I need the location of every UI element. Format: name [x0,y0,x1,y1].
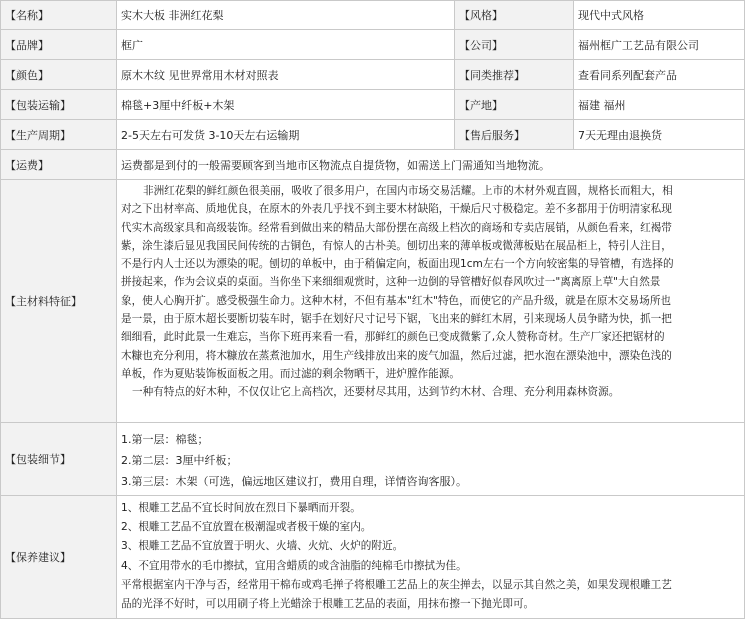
material-line: 一种有特点的好木种，不仅仅让它上高档次，还要材尽其用，达到节约木材、合理、充分利用森林资源。 [132,386,620,399]
material-line: 细细看，此时此景一生难忘，当你下班再来看一看，那鲜红的颜色已变成微紫了,众人赞称奇材。生产厂家还把锯材的 [121,331,665,344]
material-line: 单板，作为夏贴装饰板面板之用。而过滤的剩余物晒干，进炉膛作能源。 [121,367,460,380]
material-line: 是一景，由于原木超长要断切装车时，锯手在划好尺寸记号下锯，飞出来的鲜红木屑，引来现场人员争睹为快，抓一把 [121,313,672,326]
value-style: 现代中式风格 [573,0,745,30]
value-name: 实木大板 非洲红花梨 [116,0,455,30]
care-line: 2、根雕工艺品不宜放置在极潮湿或者极干燥的室内。 [121,521,372,534]
label-name: 【名称】 [0,0,117,30]
packing-line: 3.第三层：木架（可选，偏远地区建议打，费用自理，详情咨询客服）。 [121,475,467,488]
label-production: 【生产周期】 [0,119,117,150]
value-production: 2-5天左右可发货 3-10天左右运输期 [116,119,455,150]
label-color: 【颜色】 [0,59,117,90]
value-freight: 运费都是到付的一般需要顾客到当地市区物流点自提货物，如需送上门需通知当地物流。 [116,149,745,180]
value-origin: 福建 福州 [573,89,745,120]
care-advice [116,495,745,619]
value-aftersale: 7天无理由退换货 [573,119,745,150]
care-line: 1、根雕工艺品不宜长时间放在烈日下暴晒而开裂。 [121,502,361,514]
value-related[interactable]: 查看同系列配套产品 [573,59,745,90]
label-aftersale: 【售后服务】 [454,119,574,150]
material-line: 紫，涂生漆后显见我国民间传统的古铜色，有惊人的古朴美。刨切出来的薄单板或微薄板贴在展品柜上，特引人注目， [121,239,672,252]
material-line: 拼接起来，作为会议桌的桌面。当你坐下来细细观赏时，这种一边倒的导管槽好似春风吹过一"离离原上草"大自然景 [121,276,661,289]
material-line: 代实木高级家具和高级装饰。经常看到做出来的精品大部份摆在高级上档次的商场和专卖店展销，从颜色看来，红褐带 [121,221,672,234]
packing-line: 1.第一层：棉毯； [121,433,209,446]
care-line: 平常根据室内干净与否，经常用干棉布或鸡毛掸子将根雕工艺品上的灰尘掸去，以显示其自然之美，如果发现根雕工艺 [121,578,672,591]
label-material: 【主材料特征】 [0,179,117,423]
label-freight: 【运费】 [0,149,117,180]
value-company: 福州框广工艺品有限公司 [573,29,745,60]
packing-detail [116,422,745,496]
label-style: 【风格】 [454,0,574,30]
care-line: 4、不宜用带水的毛巾擦拭，宜用含蜡质的或含油脂的纯棉毛巾擦拭为佳。 [121,559,467,572]
material-line: 木糠也充分利用，将木糠放在蒸煮池加水，用生产线排放出来的废气加温，然后过滤，把水泡在漂染池中，漂染色浅的 [121,349,672,362]
value-packaging: 棉毯+3厘中纤板+木架 [116,89,455,120]
value-brand: 框广 [116,29,455,60]
label-care: 【保养建议】 [0,495,117,619]
value-color: 原木木纹 见世界常用木材对照表 [116,59,455,90]
label-brand: 【品牌】 [0,29,117,60]
packing-line: 2.第二层：3厘中纤板； [121,454,238,467]
label-related: 【同类推荐】 [454,59,574,90]
material-line: 非洲红花梨的鲜红颜色很美丽，吸收了很多用户，在国内市场交易活耀。上市的木材外观直圆，规格长而粗大，相 [143,185,673,197]
label-packaging: 【包装运输】 [0,89,117,120]
label-company: 【公司】 [454,29,574,60]
material-line: 不是行内人士还以为漂染的呢。刨切的单板中，由于稍偏定向，板面出现1cm左右一个方向较密集的导管槽，有选择的 [121,258,674,271]
care-line: 3、根雕工艺品不宜放置于明火、火墙、火炕、火炉的附近。 [121,540,404,553]
material-description [116,179,745,423]
material-line: 对之下出材率高、质地优良，在原木的外表几乎找不到主要木材缺陷，干燥后尺寸极稳定。差不多都用于仿明清家私现 [121,203,672,216]
label-origin: 【产地】 [454,89,574,120]
care-line: 品的光泽不好时，可以用刷子将上光蜡涂于根雕工艺品的表面，用抹布擦一下抛光即可。 [121,598,535,611]
material-line: 象，使人心胸开扩。感受极强生命力。这种木材，不但有基本"红木"特色，而使它的产品升级，就是在原木交易场所也 [121,294,672,307]
label-packing-detail: 【包装细节】 [0,422,117,496]
